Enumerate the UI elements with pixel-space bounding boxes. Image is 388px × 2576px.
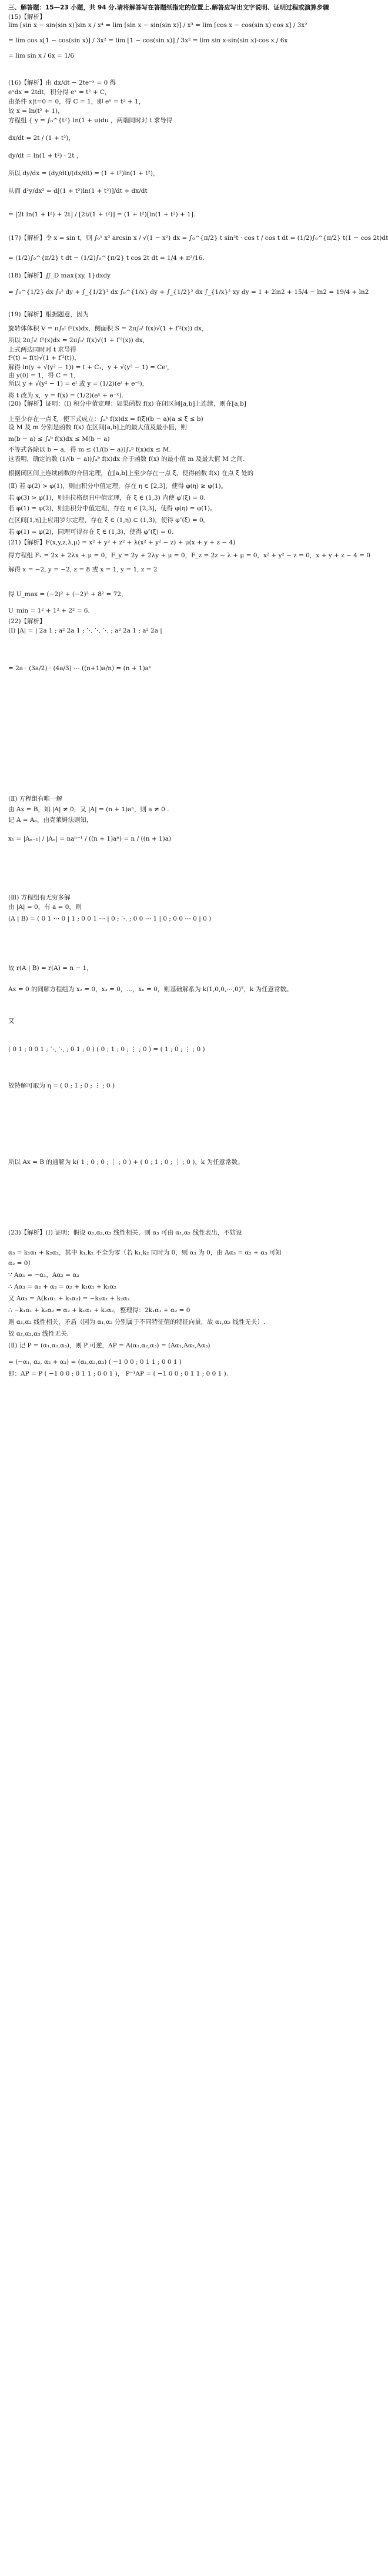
line-p22a: (I) |A| = | 2a 1 ; a² 2a 1 ; ⋱ ⋱ ⋱ ; a² 2a 1 ; a² 2a | <box>8 627 162 634</box>
line-p23f: ∴ −k₁α₁ + k₂α₂ = α₂ + k₁α₁ + k₂α₂，整理得：2k₁α₁ + α₂ = 0 <box>8 1307 190 1314</box>
line-p23k: 即：AP = P ( −1 0 0 ; 0 1 1 ; 0 0 1 )， P⁻¹AP = ( −1 0 0 ; 0 1 1 ; 0 0 1 ). <box>8 1370 229 1377</box>
line-p21: (21)【解析】F(x,y,z,λ,μ) = x² + y² + z² + λ(x² + y² − z) + μ(x + y + z − 4) <box>8 539 236 546</box>
line-p22e: 记 A = Aₙ，由克莱姆法则知， <box>8 817 93 824</box>
line-p16i: = [2t ln(1 + t²) + 2t] / [2t/(1 + t²)] = (1 + t²)[ln(1 + t²) + 1]. <box>8 211 196 218</box>
line-p22l: 又 <box>8 1018 15 1025</box>
line-p21b: 解得 x = −2, y = −2, z = 8 或 x = 1, y = 1, z = 2 <box>8 566 158 573</box>
line-p20b: 设 M 及 m 分别是函数 f(x) 在区间[a,b]上的最大值及最小值，则 <box>8 424 187 431</box>
line-p16c: 故 x = ln(t² + 1)， <box>8 108 64 115</box>
line-p16: (16)【解析】由 dx/dt − 2te⁻ˣ = 0 得 <box>8 79 116 86</box>
line-p22c: (Ⅱ) 方程组有唯一解 <box>8 795 63 802</box>
line-p22g: (Ⅲ) 方程组有无穷多解 <box>8 894 71 901</box>
line-p16d: 方程组 { y = ∫₀^{t²} ln(1 + u)du ，两端同时对 t 求导得 <box>8 117 173 124</box>
line-p19d: f²(t) = f(t)√(1 + f′²(t))， <box>8 354 81 362</box>
line-p23e: 又 Aα₃ = A(k₁α₁ + k₂α₂) = −k₁α₁ + k₂α₂ <box>8 1295 130 1302</box>
line-p20k: 若 φ(1) = φ(2)，同理可得存在 ξ ∈ (1,3)，使得 φ″(ξ) = 0. <box>8 528 174 536</box>
line-p20d: 不等式各除以 b − a，得 m ≤ (1/(b − a))∫ₐᵇ f(x)dx ≤ M. <box>8 446 171 453</box>
line-p23h: 故 α₁,α₂,α₃ 线性无关. <box>8 1330 69 1337</box>
line-p15c: = lim sin x / 6x = 1/6 <box>8 52 75 59</box>
line-h3: 三、解答题：15—23 小题，共 94 分.请将解答写在答题纸指定的位置上.解答应写出文字说明、证明过程或演算步骤 <box>8 4 329 11</box>
line-p21c: 得 U_max = (−2)² + (−2)² + 8² = 72， <box>8 591 128 598</box>
line-p16b: 由条件 x|t=0 = 0，得 C = 1，即 eˣ = t² + 1， <box>8 98 145 105</box>
line-p20: (20)【解析】证明：(I) 积分中值定理：如果函数 f(x) 在闭区间[a,b]上连续，则在[a,b] <box>8 400 246 407</box>
line-p23i: (Ⅱ) 记 P = (α₁,α₂,α₃)，则 P 可逆，AP = A(α₁,α₂,α₃) = (Aα₁,Aα₂,Aα₃) <box>8 1342 210 1349</box>
line-p22k: Ax = 0 的同解方程组为 x₂ = 0，x₃ = 0，⋯，xₙ = 0，则基础解系为 k(1,0,0,⋯,0)ᵀ，k 为任意常数。 <box>8 986 293 993</box>
line-p16e: dx/dt = 2t / (1 + t²)， <box>8 135 75 142</box>
line-p20f: 根据闭区间上连续函数的介值定理，在[a,b]上至少存在一点 ξ，使得函数 f(x) 在点 ξ 处的 <box>8 470 254 477</box>
line-p20h: 若 φ(3) > φ(1)，则由拉格朗日中值定理，在 ξ ∈ (1,3) 内使 φ′(ξ) = 0. <box>8 494 206 501</box>
line-p19f: 由 y(0) = 1，得 C = 1， <box>8 372 80 379</box>
line-p20g: (Ⅱ) 若 φ(2) > φ(1)，则由积分中值定理，存在 η ∈ [2,3]，使得 φ(η) ≥ φ(1)。 <box>8 483 228 490</box>
line-p20c: m(b − a) ≤ ∫ₐᵇ f(x)dx ≤ M(b − a) <box>8 436 110 443</box>
line-p22i: (A | B) = ( 0 1 ⋯ 0 | 1 ; 0 0 1 ⋯ | 0 ; ⋱ ; 0 0 ⋯ 1 | 0 ; 0 0 ⋯ 0 | 0 ) <box>8 915 212 922</box>
line-p19: (19)【解析】根据题意，因为 <box>8 311 89 318</box>
line-p20j: 在区间[1,η]上应用罗尔定理，存在 ξ ∈ (1,η) ⊂ (1,3)，使得 φ″(ξ) = 0。 <box>8 517 210 524</box>
line-p22o: 所以 Ax = B 的通解为 k( 1 ; 0 ; 0 ; ⋮ ; 0 ) + ( 0 ; 1 ; 0 ; ⋮ ; 0 )，k 为任意常数。 <box>8 1159 244 1166</box>
line-p18a: = ∫₀^{1/2} dx ∫₀² dy + ∫_{1/2}² dx ∫₀^{1/x} dy + ∫_{1/2}² dx ∫_{1/x}² xy dy = 1 + 2ln2 + 15/4 − ln2 = 19/4 + ln2 <box>8 289 369 296</box>
line-p21d: U_min = 1² + 1² + 2² = 6. <box>8 607 90 614</box>
line-p21a: 得方程组 Fₓ = 2x + 2λx + μ = 0，F_y = 2y + 2λy + μ = 0，F_z = 2z − λ + μ = 0，x² + y² − z = 0，x + y + z − 4 = 0 <box>8 552 370 559</box>
line-p22b: = 2a · (3a/2) · (4a/3) ⋯ ((n+1)a/n) = (n + 1)aⁿ <box>8 665 152 672</box>
line-p17: (17)【解析】令 x = sin t，则 ∫₀¹ x² arcsin x / √(1 − x²) dx = ∫₀^{π/2} t sin²t · cos t / cos t dt = (1/2)∫₀^{π/2} t(1 − cos 2t)dt <box>8 235 388 242</box>
line-p22f: x₁ = |Aₙ₋₁| / |Aₙ| = naⁿ⁻¹ / ((n + 1)aⁿ) = n / ((n + 1)a) <box>8 835 172 842</box>
line-p16f: dy/dt = ln(1 + t²) · 2t ， <box>8 152 83 159</box>
line-p22n: 故特解可取为 η = ( 0 ; 1 ; 0 ; ⋮ ; 0 ) <box>8 1082 115 1089</box>
line-p23b: α₂ = 0） <box>8 1260 34 1267</box>
line-p23j: = (−α₁, α₂, α₂ + α₃) = (α₁,α₂,α₃) ( −1 0 0 ; 0 1 1 ; 0 0 1 ) <box>8 1359 182 1366</box>
line-p23c: ∵ Aα₁ = −α₁，Aα₂ = α₂ <box>8 1272 79 1279</box>
line-p17a: = (1/2)∫₀^{π/2} t dt − (1/2)∫₀^{π/2} t cos 2t dt = 1/4 + π²/16. <box>8 255 205 262</box>
line-p16a: eˣdx = 2tdt，积分得 eˣ = t² + C， <box>8 89 111 96</box>
line-p23: (23)【解析】(I) 证明：假设 α₁,α₂,α₃ 线性相关，则 α₃ 可由 α₁,α₂ 线性表出，不妨设 <box>8 1229 242 1236</box>
line-p19g: 所以 y + √(y² − 1) = eᵗ 或 y = (1/2)(eᵗ + e⁻ᵗ)， <box>8 380 149 387</box>
line-p23a: α₃ = k₁α₁ + k₂α₂，其中 k₁,k₂ 不全为零（若 k₁,k₂ 同时为 0，则 α₃ 为 0，由 Aα₃ = α₂ + α₃ 可知 <box>8 1249 282 1256</box>
line-p15b: = lim cos x[1 − cos(sin x)] / 3x² = lim [1 − cos(sin x)] / 3x² = lim sin x·sin(sin x)·cos x / 6x <box>8 37 288 44</box>
line-p20e: 这表明，确定的数 (1/(b − a))∫ₐᵇ f(x)dx 介于函数 f(x) 的最小值 m 及最大值 M 之间. <box>8 456 245 463</box>
line-p15a: lim [sin x − sin(sin x)]sin x / x⁴ = lim [sin x − sin(sin x)] / x³ = lim [cos x − cos(sin x)·cos x] / 3x² <box>8 22 307 29</box>
line-p19h: 将 t 改为 x，y = f(x) = (1/2)(eˣ + e⁻ˣ). <box>8 392 123 399</box>
line-p20a: 上至少存在一点 ξ，使下式成立：∫ₐᵇ f(x)dx = f(ξ)(b − a)(a ≤ ξ ≤ b) <box>8 416 203 423</box>
line-p16h: 从而 d²y/dx² = d[(1 + t²)ln(1 + t²)]/dt ÷ dx/dt <box>8 188 148 195</box>
line-p16g: 所以 dy/dx = (dy/dt)/(dx/dt) = (1 + t²)ln(1 + t²)， <box>8 170 159 177</box>
line-p20i: 若 φ(1) = φ(2)，则由积分中值定理，存在 η ∈ [2,3]，使得 φ(η) = φ(1)。 <box>8 505 216 512</box>
line-p15: (15)【解析】 <box>8 14 46 21</box>
line-p22m: ( 0 1 ; 0 0 1 ; ⋱ ⋱ ; 0 1 ; 0 ) ( 0 ; 1 ; 0 ; ⋮ ; 0 ) = ( 1 ; 0 ; ⋮ ; 0 ) <box>8 1046 205 1053</box>
line-p19e: 解得 ln(y + √(y² − 1)) = t + C₁，y + √(y² − 1) = Ceᵗ， <box>8 364 173 371</box>
line-p19b: 所以 2π∫₀ᵗ f²(x)dx = 2π∫₀ᵗ f(x)√(1 + f′²(x)) dx， <box>8 337 149 344</box>
line-p22j: 故 r(A | B) = r(A) = n − 1， <box>8 965 93 972</box>
line-p23d: ∴ Aα₃ = α₂ + α₃ = α₂ + k₁α₁ + k₂α₂ <box>8 1283 116 1290</box>
line-p19c: 上式两边同时对 t 求导得 <box>8 346 76 353</box>
line-p22h: 由 |A| = 0，有 a = 0，则 <box>8 904 82 911</box>
line-p18: (18)【解析】∬_D max{xy, 1}dxdy <box>8 272 111 279</box>
line-p22: (22)【解析】 <box>8 618 46 625</box>
line-p19a: 旋转体体积 V = π∫₀ᵗ f²(x)dx，侧面积 S = 2π∫₀ᵗ f(x)√(1 + f′²(x)) dx， <box>8 325 208 332</box>
line-p23g: 则 α₁,α₂ 线性相关，矛盾（因为 α₁,α₂ 分别属于不同特征值的特征向量，故 α₁,α₂ 线性无关）. <box>8 1319 266 1326</box>
line-p22d: 由 Ax = B，知 |A| ≠ 0，又 |A| = (n + 1)aⁿ，则 a ≠ 0 . <box>8 806 169 813</box>
